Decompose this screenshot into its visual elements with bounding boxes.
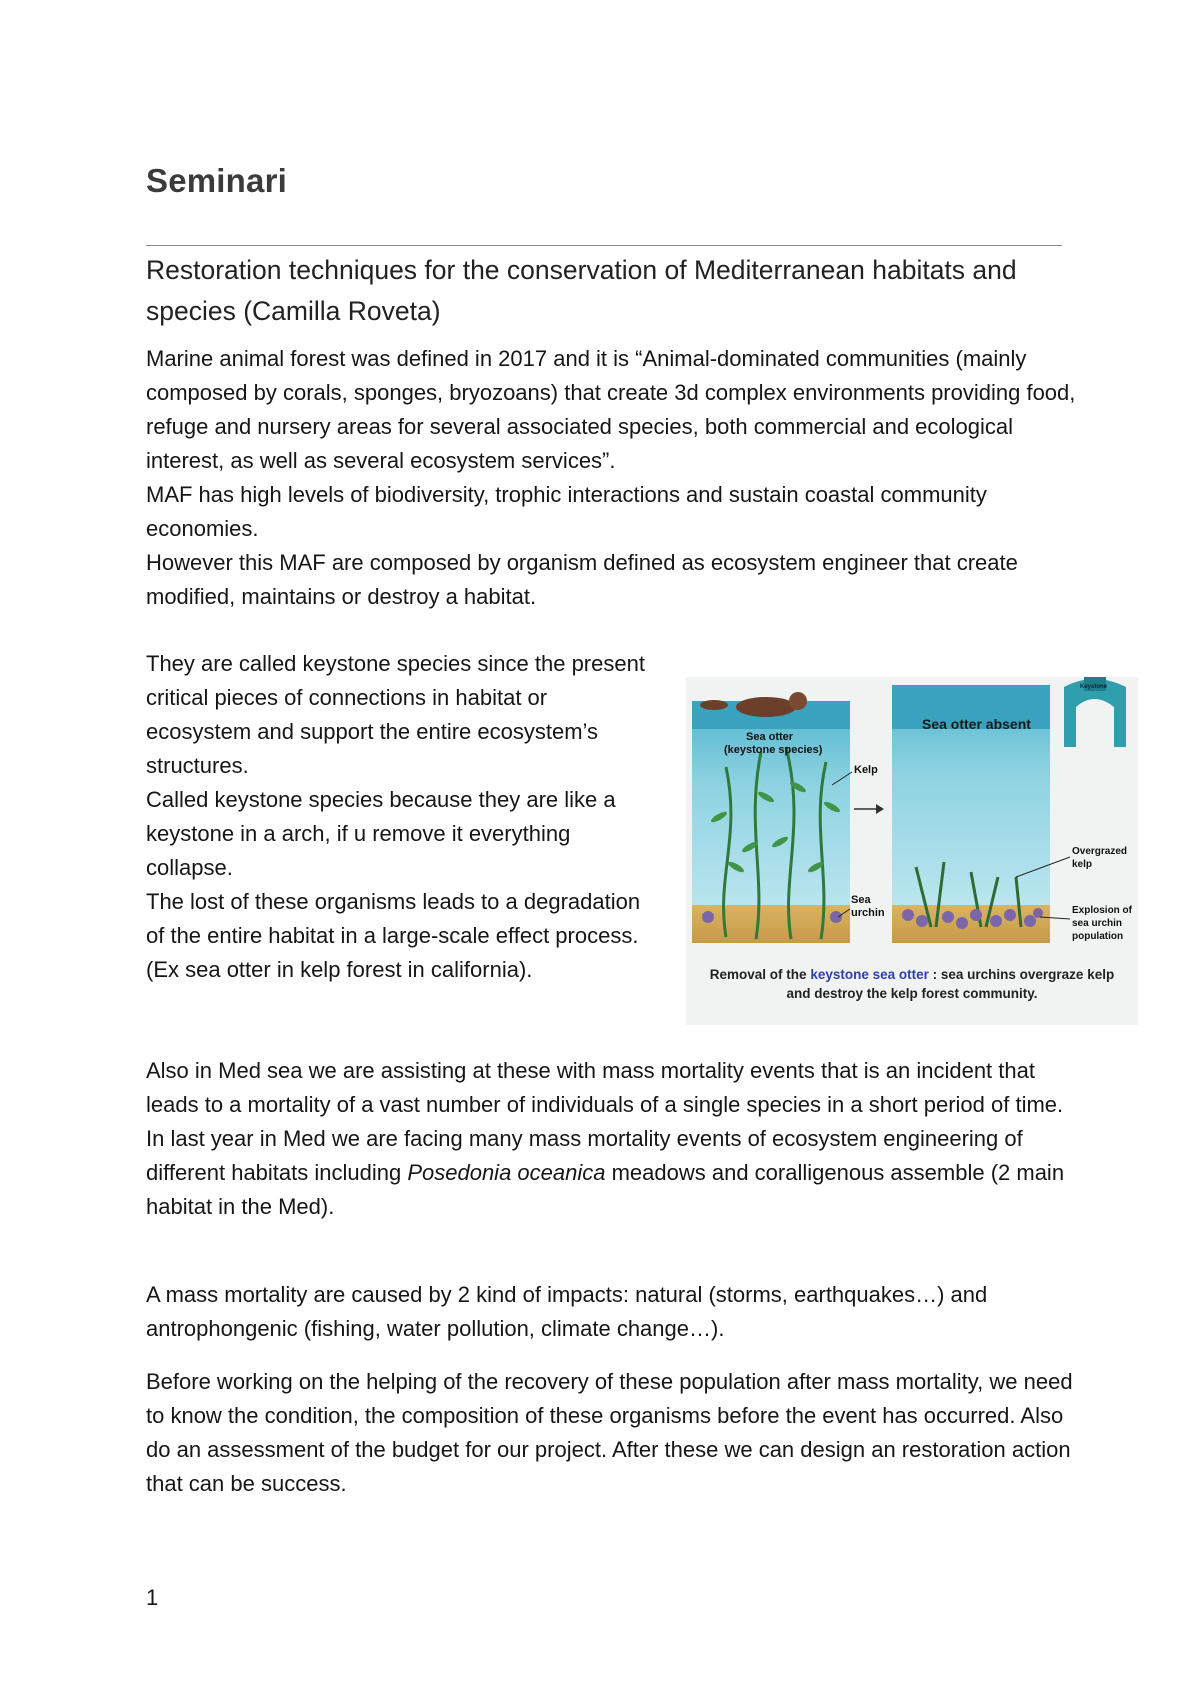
transition-arrow-icon [854, 804, 884, 814]
section-title: Restoration techniques for the conservation of Mediterranean habitats and species (Camilla Roveta) [146, 255, 1017, 326]
label-overgrazed: Overgrazed [1072, 846, 1128, 857]
sea-otter-diagram [686, 677, 1138, 1025]
label-population: population [1072, 931, 1124, 942]
label-kelp: Kelp [854, 764, 878, 776]
figure-caption-line1: Removal of the keystone sea otter : sea urchins overgraze kelp [709, 967, 1115, 982]
label-sea-urchin: sea urchin [1072, 918, 1123, 929]
intro-block [146, 342, 1076, 614]
paragraph-ecosystem-engineer: However this MAF are composed by organism defined as ecosystem engineer that create modified, maintains or destroy a habitat. [146, 550, 1018, 609]
paragraph-keystone-species: They are called keystone species since the present critical pieces of connections in habitat or ecosystem and support the entire ecosystem’s structures. [146, 651, 645, 778]
paragraph-maf-definition: Marine animal forest was defined in 2017 and it is “Animal-dominated communities (mainly composed by corals, sponges, bryozoans) that create 3d complex environments providing food, refuge and nursery areas for several associated species, both commercial and ecological interest, as well as several ecosystem services”. [146, 346, 1076, 473]
restoration-block [146, 1365, 1076, 1501]
mass-mortality-block [146, 1054, 1076, 1224]
paragraph-keystone-arch: Called keystone species because they are like a keystone in a arch, if u remove it everything collapse. [146, 787, 616, 880]
paragraph-keystone-loss: The lost of these organisms leads to a degradation of the entire habitat in a large-scale effect process. (Ex sea otter in kelp forest in california). [146, 889, 641, 982]
causes-block [146, 1278, 1076, 1346]
label-urchin: urchin [851, 907, 885, 919]
title-divider [146, 245, 1062, 246]
label-keystone-species: (keystone species) [724, 744, 823, 756]
sea-otter-figure [686, 677, 1138, 1025]
page-title: Seminari [146, 162, 287, 199]
label-overgrazed-kelp: kelp [1072, 859, 1093, 870]
label-sea: Sea [851, 894, 871, 906]
label-sea-otter: Sea otter [746, 731, 794, 743]
figure-caption-line2: and destroy the kelp forest community. [786, 986, 1038, 1001]
paragraph-maf-biodiversity: MAF has high levels of biodiversity, trophic interactions and sustain coastal community economies. [146, 482, 987, 541]
paragraph-restoration: Before working on the helping of the recovery of these population after mass mortality, we need to know the condition, the composition of these organisms before the event has occurred. Also do an assessment of the budget for our project. After these we can design an restoration action that can be success. [146, 1369, 1073, 1496]
label-keystone: Keystone [1080, 684, 1108, 690]
paragraph-mass-mortality: Also in Med sea we are assisting at these with mass mortality events that is an incident that leads to a mortality of a vast number of individuals of a single species in a short period of time. [146, 1058, 1064, 1117]
label-explosion: Explosion of [1072, 905, 1132, 916]
label-sea-otter-absent: Sea otter absent [922, 716, 1031, 732]
paragraph-causes: A mass mortality are caused by 2 kind of impacts: natural (storms, earthquakes…) and antrophongenic (fishing, water pollution, climate change…). [146, 1282, 988, 1341]
keystone-block [146, 647, 646, 987]
page-number: 1 [146, 1585, 159, 1610]
species-name: Posedonia oceanica [407, 1160, 606, 1185]
paragraph-med-events: In last year in Med we are facing many mass mortality events of ecosystem engineering of different habitats including Posedonia oceanica meadows and coralligenous assemble (2 main habitat in the Med). [146, 1126, 1065, 1219]
